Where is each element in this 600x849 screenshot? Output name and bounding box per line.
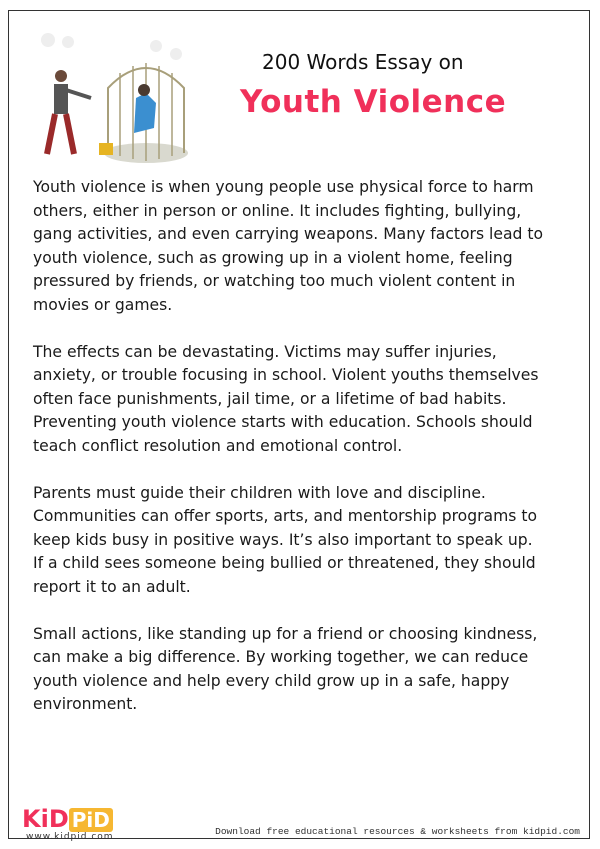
text-line: environment.: [33, 695, 138, 713]
caged-child-illustration: [36, 28, 196, 168]
essay-body: [33, 176, 578, 740]
site-url[interactable]: www.kidpid.com: [26, 832, 114, 842]
text-line: often face punishments, jail time, or a lifetime of bad habits.: [33, 389, 507, 408]
text-line: Preventing youth violence starts with education. Schools should: [33, 413, 533, 431]
text-line: movies or games.: [33, 295, 173, 314]
essay-title: Youth Violence: [240, 84, 507, 120]
essay-paragraph: [33, 482, 578, 600]
essay-paragraph: [33, 341, 578, 459]
kidpid-logo[interactable]: KiD PiD: [22, 805, 113, 833]
text-line: can make a big difference. By working together, we can reduce: [33, 648, 529, 666]
text-line: keep kids busy in positive ways. It’s also important to speak up.: [33, 530, 533, 549]
text-line: pressured by friends, or watching too much violent content in: [33, 272, 516, 290]
text-line: If a child sees someone being bullied or threatened, they should: [33, 554, 536, 572]
text-line: gang activities, and even carrying weapons. Many factors lead to: [33, 225, 544, 243]
text-line: Parents must guide their children with love and discipline.: [33, 483, 486, 502]
text-line: Communities can offer sports, arts, and mentorship programs to: [33, 507, 538, 525]
essay-paragraph: [33, 623, 578, 717]
text-line: teach conflict resolution and emotional control.: [33, 436, 403, 455]
text-line: youth violence, such as growing up in a violent home, feeling: [33, 248, 513, 267]
text-line: Small actions, like standing up for a friend or choosing kindness,: [33, 624, 538, 643]
text-line: report it to an adult.: [33, 577, 191, 596]
essay-subtitle: 200 Words Essay on: [262, 50, 464, 74]
text-line: others, either in person or online. It includes fighting, bullying,: [33, 201, 522, 220]
footer-note: Download free educational resources & worksheets from kidpid.com: [215, 826, 580, 837]
text-line: youth violence and help every child grow up in a safe, happy: [33, 671, 510, 690]
text-line: The effects can be devastating. Victims may suffer injuries,: [33, 342, 497, 361]
text-line: Youth violence is when young people use physical force to harm: [33, 178, 534, 196]
text-line: anxiety, or trouble focusing in school. Violent youths themselves: [33, 366, 539, 384]
essay-paragraph: [33, 176, 578, 317]
